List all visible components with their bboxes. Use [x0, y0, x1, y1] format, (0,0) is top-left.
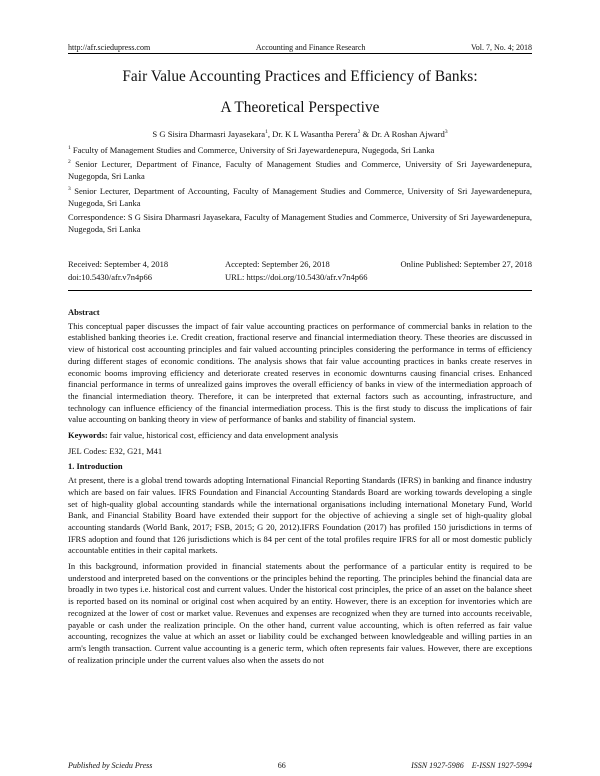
keywords-label: Keywords:	[68, 430, 108, 441]
affiliation-text: Senior Lecturer, Department of Accounting, Faculty of Management Studies and Commerce, University of Sri Jayewardenepura, Nugegoda, Sri Lanka	[68, 185, 533, 209]
author-3-sup: 3	[444, 129, 448, 136]
publication-dates	[68, 259, 532, 282]
paper-title-line-1: Fair Value Accounting Practices and Efficiency of Banks:	[122, 68, 478, 85]
issn: ISSN 1927-5986 E-ISSN 1927-5994	[411, 761, 532, 770]
running-header	[68, 43, 532, 54]
author-1-sup: 1	[265, 129, 268, 136]
accepted-date: Accepted: September 26, 2018	[225, 259, 330, 269]
author-list	[0, 129, 600, 139]
publisher: Published by Sciedu Press	[68, 761, 153, 770]
abstract-heading: Abstract	[68, 307, 100, 317]
affiliation-2	[68, 156, 532, 183]
affiliation-sup: 2	[68, 159, 71, 165]
author-1: S G Sisira Dharmasri Jayasekara	[152, 129, 266, 139]
abstract-text: This conceptual paper discusses the impact of fair value accounting practices on performance of commercial banks in relation to the established banking theories i.e. Credit creation, fractional reserve and financial intermediation theory. These theories are discussed in view of historical cost accounting principles and fair valued accounting principles considering the performance in terms of efficiency during different stages of economic conditions. The analysis shows that fair value accounting practices in banks create reserves in economic booms improving efficiency and deteriorate created reserves in economic downturns causing financial crises. Enhanced financial performance in terms of unrealized gains improves the overall efficiency of banks in view of the intermediation approach of the financial intermediation theory. Therefore, it can be interpreted that external factors such as accounting, infrastructure, and technology can influence efficiency of the financial intermediation process. This is the first study to discuss the implications of fair value accounting on banking theory in view of performance of banks and stability of financial system.	[68, 320, 532, 425]
volume-info: Vol. 7, No. 4; 2018	[471, 43, 532, 52]
article-body	[68, 307, 532, 666]
correspondence: Correspondence: S G Sisira Dharmasri Jayasekara, Faculty of Management Studies and Commerce, University of Sri Jayewardenepura, Nugegoda, Sri Lanka	[68, 212, 532, 235]
doi[interactable]: doi:10.5430/afr.v7n4p66	[68, 272, 153, 282]
intro-paragraph-1: At present, there is a global trend towards adopting International Financial Reporting Standards (IFRS) in banking and finance industry which are based on fair values. IFRS Foundation and Financial Accounting Standards Board are working towards developing a single set of high-quality global accounting standards while the international organisations including international Monetary Fund, World Bank, and Financial Stability Board have extended their support for the objective of achieving a single set of high-quality global accounting standards (World Bank, 2017; FSB, 2015; G 20, 2012).IFRS Foundation (2017) has profiled 150 jurisdictions in terms of IFRS adoption and found that 126 jurisdictions which is 84 per cent of the total profiles require IFRS for all or most domestic publicly accountable entities in their capital markets.	[68, 475, 532, 556]
journal-name: Accounting and Finance Research	[255, 43, 366, 52]
page-number: 66	[277, 761, 286, 770]
keywords-text: fair value, historical cost, efficiency and data envelopment analysis	[107, 430, 339, 441]
received-date: Received: September 4, 2018	[68, 259, 169, 269]
author-3: Dr. A Roshan Ajward	[371, 129, 445, 139]
author-separator: &	[360, 129, 372, 139]
author-2-sup: 2	[357, 129, 361, 136]
author-separator: ,	[267, 129, 273, 139]
doi-url[interactable]: URL: https://doi.org/10.5430/afr.v7n4p66	[225, 272, 368, 282]
affiliation-sup: 3	[68, 186, 71, 192]
affiliation-sup: 1	[68, 145, 71, 151]
keywords	[68, 430, 532, 442]
intro-paragraph-2: In this background, information provided in financial statements about the performance of a particular entity is required to be understood and interpreted based on the conventions or the principles behind the reporting. The principles behind the financial data are broadly in two types i.e. historical cost and current values. Under the historical cost principles, the price of an asset on the balance sheet is reported based on its nominal or original cost when acquired by an entity. However, there is an exception for inventories which are recognized at the lower of cost or market value. Revenues and expenses are recognized when they are turned into accounts receivable, payable or cash under the realization principle. On the other hand, current value accounting, which is often referred as fair value accounting, recognizes the value at which an asset or liability could be exchanged between knowledgeable and willing parties in an arm's length transaction. Current value accounting is a generic term, which often represents fair values. However, there are exceptions of realization principle under the current values also when the assets do not	[68, 561, 532, 665]
journal-url[interactable]: http://afr.sciedupress.com	[68, 43, 151, 52]
jel-codes: JEL Codes: E32, G21, M41	[68, 445, 163, 456]
page-footer	[68, 761, 532, 770]
affiliation-1	[68, 142, 532, 156]
introduction-heading: 1. Introduction	[68, 461, 123, 472]
affiliation-text: Faculty of Management Studies and Commerce, University of Sri Jayewardenepura, Nugegoda, Sri Lanka	[72, 144, 435, 155]
published-date: Online Published: September 27, 2018	[400, 259, 532, 269]
paper-title-line-2: A Theoretical Perspective	[220, 99, 380, 116]
author-2: Dr. K L Wasantha Perera	[272, 129, 358, 139]
divider	[68, 290, 532, 291]
affiliation-3	[68, 183, 532, 210]
affiliation-text: Senior Lecturer, Department of Finance, Faculty of Management Studies and Commerce, University of Sri Jayewardenepura, Nugegopda, Sri Lanka	[68, 158, 533, 182]
